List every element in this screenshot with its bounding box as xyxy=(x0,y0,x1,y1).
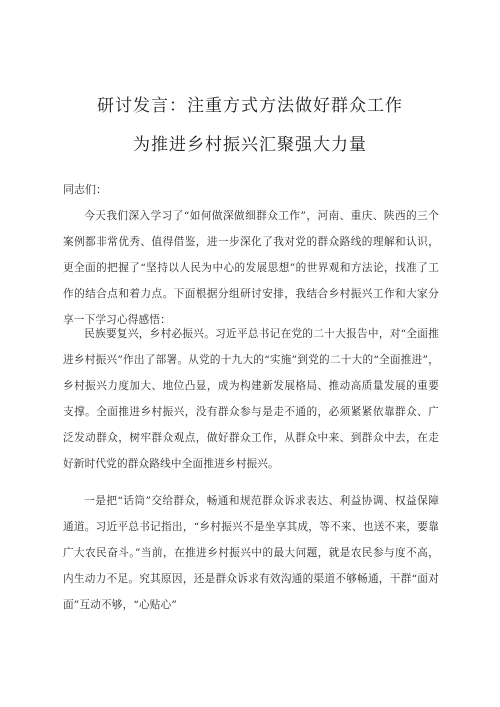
salutation: 同志们： xyxy=(63,183,107,196)
document-title-line-1: 研讨发言：注重方式方法做好群众工作 xyxy=(97,96,403,116)
paragraph-point-one: 一是把“话筒”交给群众，畅通和规范群众诉求表达、利益协调、权益保障通道。习近平总书记指出，“乡村振兴不是坐享其成，等不来、也送不来，要靠广大农民奋斗。”当前，在推进乡村振兴中的最大问题，就是农民参与度不高，内生动力不足。究其原因，还是群众诉求有效沟通的渠道不够畅通，干群“面对面”互动不够，“心贴心” xyxy=(63,495,439,611)
document-title-line-2: 为推进乡村振兴汇聚强大力量 xyxy=(133,135,367,155)
paragraph-rural-revitalization: 民族要复兴，乡村必振兴。习近平总书记在党的二十大报告中，对“全面推进乡村振兴”作出了部署。从党的十九大的“实施”到党的二十大的“全面推进”，乡村振兴力度加大、地位凸显，成为构建新发展格局、推动高质量发展的重要支撑。全面推进乡村振兴，没有群众参与是走不通的，必须紧紧依靠群众、广泛发动群众，树牢群众观点，做好群众工作，从群众中来、到群众中去，在走好新时代党的群众路线中全面推进乡村振兴。 xyxy=(63,328,439,470)
paragraph-intro: 今天我们深入学习了“如何做深做细群众工作”，河南、重庆、陕西的三个案例都非常优秀、值得借鉴，进一步深化了我对党的群众路线的理解和认识，更全面的把握了“坚持以人民为中心的发展思想”的世界观和方法论，找准了工作的结合点和着力点。下面根据分组研讨安排，我结合乡村振兴工作和大家分享一下学习心得感悟： xyxy=(63,210,439,326)
